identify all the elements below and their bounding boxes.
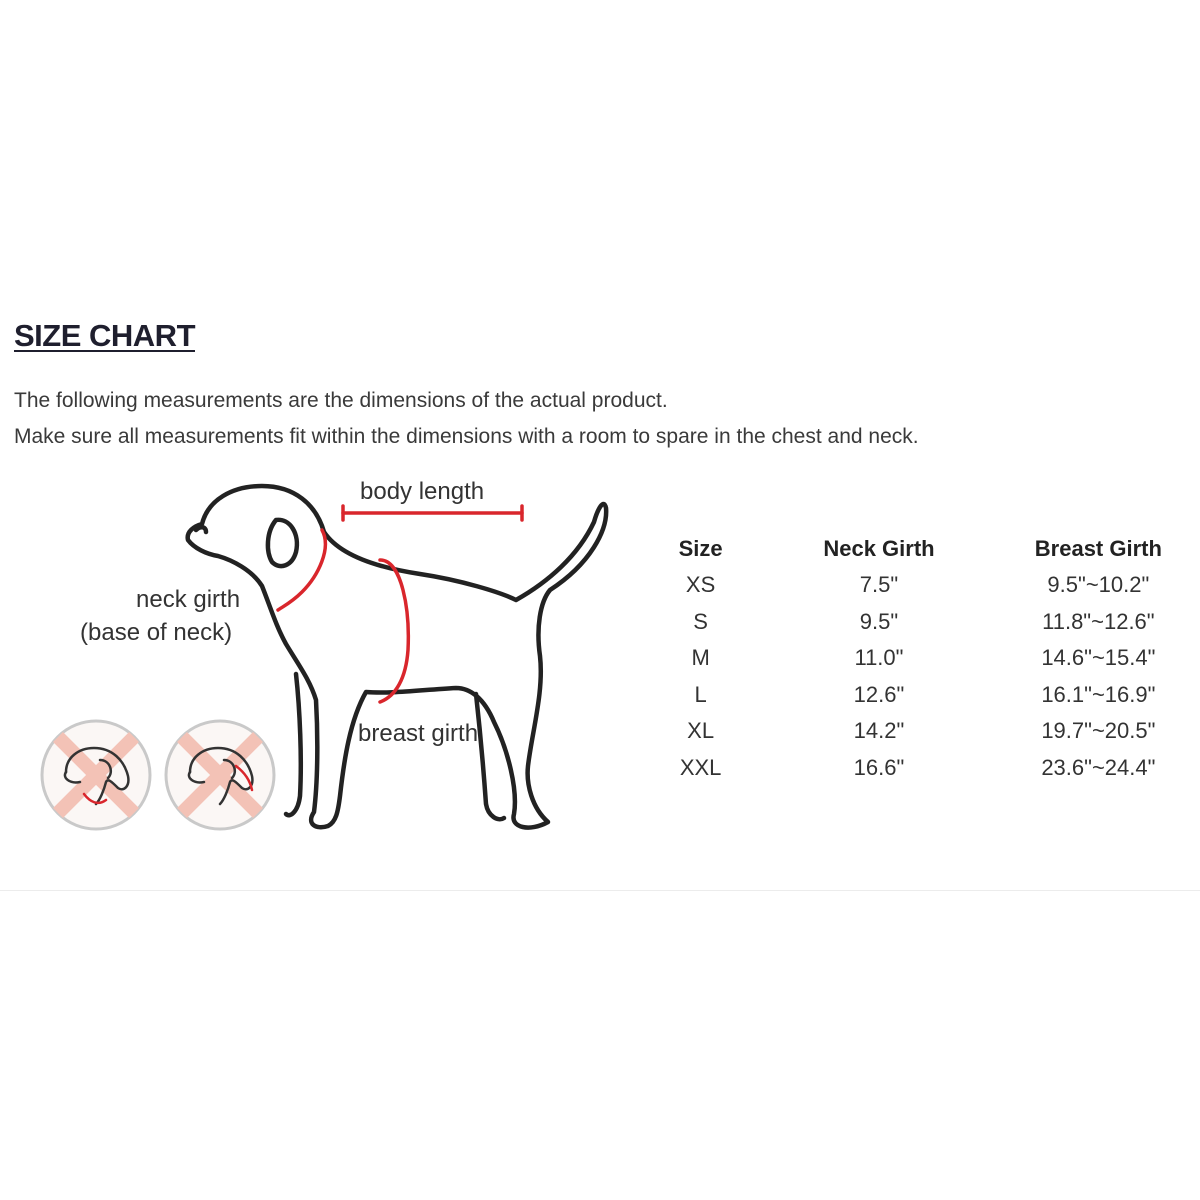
column-header-size: Size bbox=[678, 535, 723, 561]
size-cell: M bbox=[691, 645, 710, 671]
neck-girth-label: neck girth bbox=[136, 586, 241, 613]
body-length-label: body length bbox=[360, 478, 485, 505]
table-row bbox=[640, 567, 1200, 604]
intro-text-line-1: The following measurements are the dimensions of the actual product. bbox=[14, 389, 668, 412]
neck-girth-cell: 16.6" bbox=[853, 754, 905, 780]
page-title: SIZE CHART bbox=[14, 318, 195, 353]
table-row bbox=[640, 750, 1200, 787]
neck-girth-cell: 7.5" bbox=[859, 572, 899, 598]
neck-girth-cell: 9.5" bbox=[859, 608, 899, 634]
size-cell: XL bbox=[687, 718, 715, 744]
dog-outline-icon bbox=[0, 460, 640, 840]
breast-girth-cell: 16.1"~16.9" bbox=[1041, 681, 1156, 707]
neck-girth-cell: 12.6" bbox=[853, 681, 905, 707]
breast-girth-cell: 19.7"~20.5" bbox=[1041, 718, 1156, 744]
size-cell: XS bbox=[685, 572, 716, 598]
column-header-breast-girth: Breast Girth bbox=[1034, 535, 1162, 561]
breast-girth-cell: 11.8"~12.6" bbox=[1042, 608, 1155, 634]
table-header-row bbox=[640, 530, 1200, 567]
table-row bbox=[640, 604, 1200, 641]
breast-girth-label: breast girth bbox=[358, 720, 479, 747]
breast-girth-cell: 9.5"~10.2" bbox=[1047, 572, 1150, 598]
breast-girth-cell: 23.6"~24.4" bbox=[1041, 754, 1156, 780]
size-cell: XXL bbox=[679, 754, 722, 780]
dog-head-crossed-icon bbox=[166, 721, 274, 829]
table-row bbox=[640, 677, 1200, 714]
breast-girth-cell: 14.6"~15.4" bbox=[1041, 645, 1156, 671]
size-cell: L bbox=[694, 681, 707, 707]
neck-girth-cell: 11.0" bbox=[854, 645, 904, 671]
column-header-neck-girth: Neck Girth bbox=[823, 535, 935, 561]
size-table bbox=[640, 530, 1200, 786]
intro-text-line-2: Make sure all measurements fit within the dimensions with a room to spare in the chest and neck. bbox=[14, 425, 919, 448]
dog-head-crossed-icon bbox=[42, 721, 150, 829]
table-row bbox=[640, 713, 1200, 750]
table-row bbox=[640, 640, 1200, 677]
size-cell: S bbox=[693, 608, 708, 634]
dog-measurement-illustration bbox=[0, 460, 640, 840]
neck-girth-cell: 14.2" bbox=[853, 718, 905, 744]
neck-girth-sublabel: (base of neck) bbox=[80, 619, 233, 646]
section-divider bbox=[0, 890, 1200, 891]
